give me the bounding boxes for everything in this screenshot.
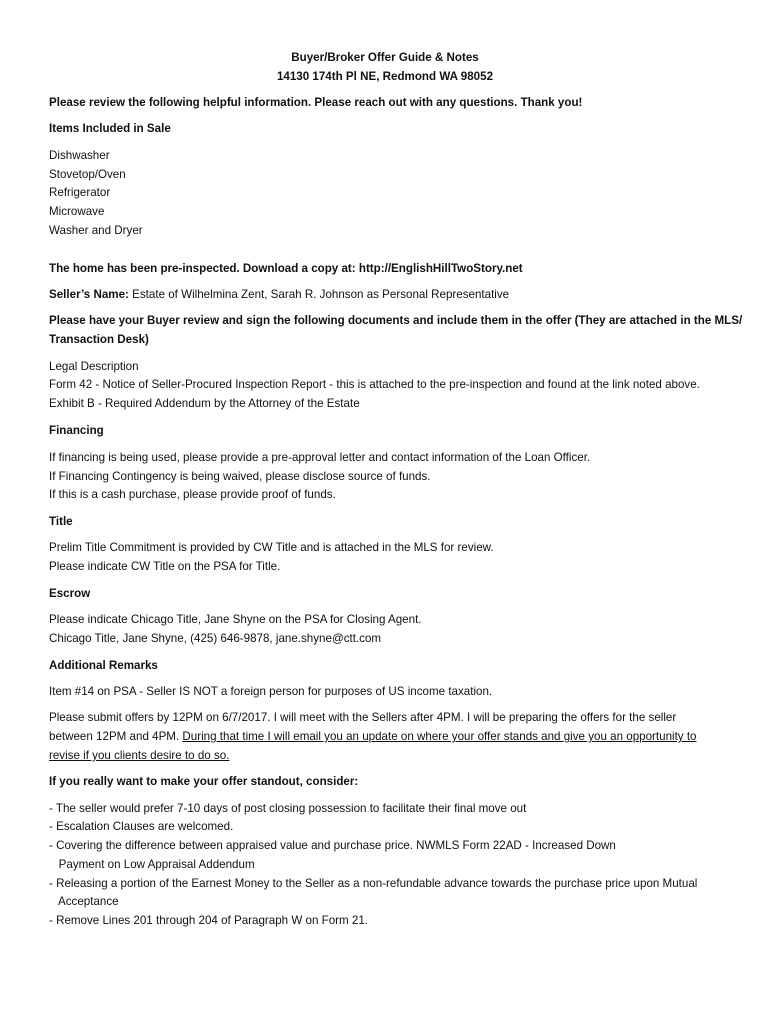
standout-line: - Escalation Clauses are welcomed. xyxy=(49,820,234,833)
seller-value: Estate of Wilhelmina Zent, Sarah R. Johnson as Personal Representative xyxy=(128,288,510,301)
property-address: 14130 174th Pl NE, Redmond WA 98052 xyxy=(276,70,494,83)
remarks-submit-line3: revise if you clients desire to do so. xyxy=(49,749,230,762)
items-heading: Items Included in Sale xyxy=(49,122,171,135)
seller-label: Seller’s Name: xyxy=(49,288,129,301)
remarks-submit-underlined: During that time I will email you an update on where your offer stands and give you an opportunity to xyxy=(182,730,697,743)
standout-line: - Remove Lines 201 through 204 of Paragraph W on Form 21. xyxy=(49,914,369,927)
standout-heading: If you really want to make your offer standout, consider: xyxy=(49,775,359,788)
standout-line: - The seller would prefer 7-10 days of post closing possession to facilitate their final move out xyxy=(49,802,527,815)
title-heading: Title xyxy=(49,515,73,528)
list-item: Refrigerator xyxy=(49,186,111,199)
financing-line: If financing is being used, please provide a pre-approval letter and contact information of the Loan Officer. xyxy=(49,451,591,464)
escrow-contact: Chicago Title, Jane Shyne, (425) 646-9878, jane.shyne@ctt.com xyxy=(49,632,382,645)
documents-heading-line1: Please have your Buyer review and sign the following documents and include them in the offer (They are attached in the MLS/ xyxy=(49,314,743,327)
escrow-heading: Escrow xyxy=(49,587,91,600)
intro-text: Please review the following helpful information. Please reach out with any questions. Thank you! xyxy=(49,96,583,109)
standout-line: - Releasing a portion of the Earnest Money to the Seller as a non-refundable advance towards the purchase price upon Mutual xyxy=(49,877,698,890)
financing-line: If this is a cash purchase, please provide proof of funds. xyxy=(49,488,336,501)
standout-line: Payment on Low Appraisal Addendum xyxy=(49,858,255,871)
document-item: Form 42 - Notice of Seller-Procured Inspection Report - this is attached to the pre-inspection and found at the link noted above. xyxy=(49,378,700,391)
list-item: Stovetop/Oven xyxy=(49,168,126,181)
documents-heading-line2: Transaction Desk) xyxy=(49,333,149,346)
preinspected-note: The home has been pre-inspected. Download a copy at: http://EnglishHillTwoStory.net xyxy=(49,262,523,275)
remarks-submit-plain: between 12PM and 4PM. xyxy=(49,730,183,743)
title-line: Prelim Title Commitment is provided by CW Title and is attached in the MLS for review. xyxy=(49,541,494,554)
financing-line: If Financing Contingency is being waived, please disclose source of funds. xyxy=(49,470,431,483)
remarks-submit-line1: Please submit offers by 12PM on 6/7/2017. I will meet with the Sellers after 4PM. I will be preparing the offers for the seller xyxy=(49,711,677,724)
standout-line: Acceptance xyxy=(49,895,119,908)
financing-heading: Financing xyxy=(49,424,104,437)
remarks-item14: Item #14 on PSA - Seller IS NOT a foreign person for purposes of US income taxation. xyxy=(49,685,493,698)
document-item: Exhibit B - Required Addendum by the Attorney of the Estate xyxy=(49,397,360,410)
document-title: Buyer/Broker Offer Guide & Notes xyxy=(291,51,479,64)
seller-name-line xyxy=(49,289,509,301)
list-item: Washer and Dryer xyxy=(49,224,143,237)
list-item: Dishwasher xyxy=(49,149,110,162)
standout-line: - Covering the difference between appraised value and purchase price. NWMLS Form 22AD - Increased Down xyxy=(49,839,616,852)
title-line: Please indicate CW Title on the PSA for Title. xyxy=(49,560,281,573)
remarks-submit-line2 xyxy=(49,731,697,743)
document-item: Legal Description xyxy=(49,360,139,373)
escrow-line: Please indicate Chicago Title, Jane Shyne on the PSA for Closing Agent. xyxy=(49,613,422,626)
list-item: Microwave xyxy=(49,205,105,218)
remarks-heading: Additional Remarks xyxy=(49,659,158,672)
